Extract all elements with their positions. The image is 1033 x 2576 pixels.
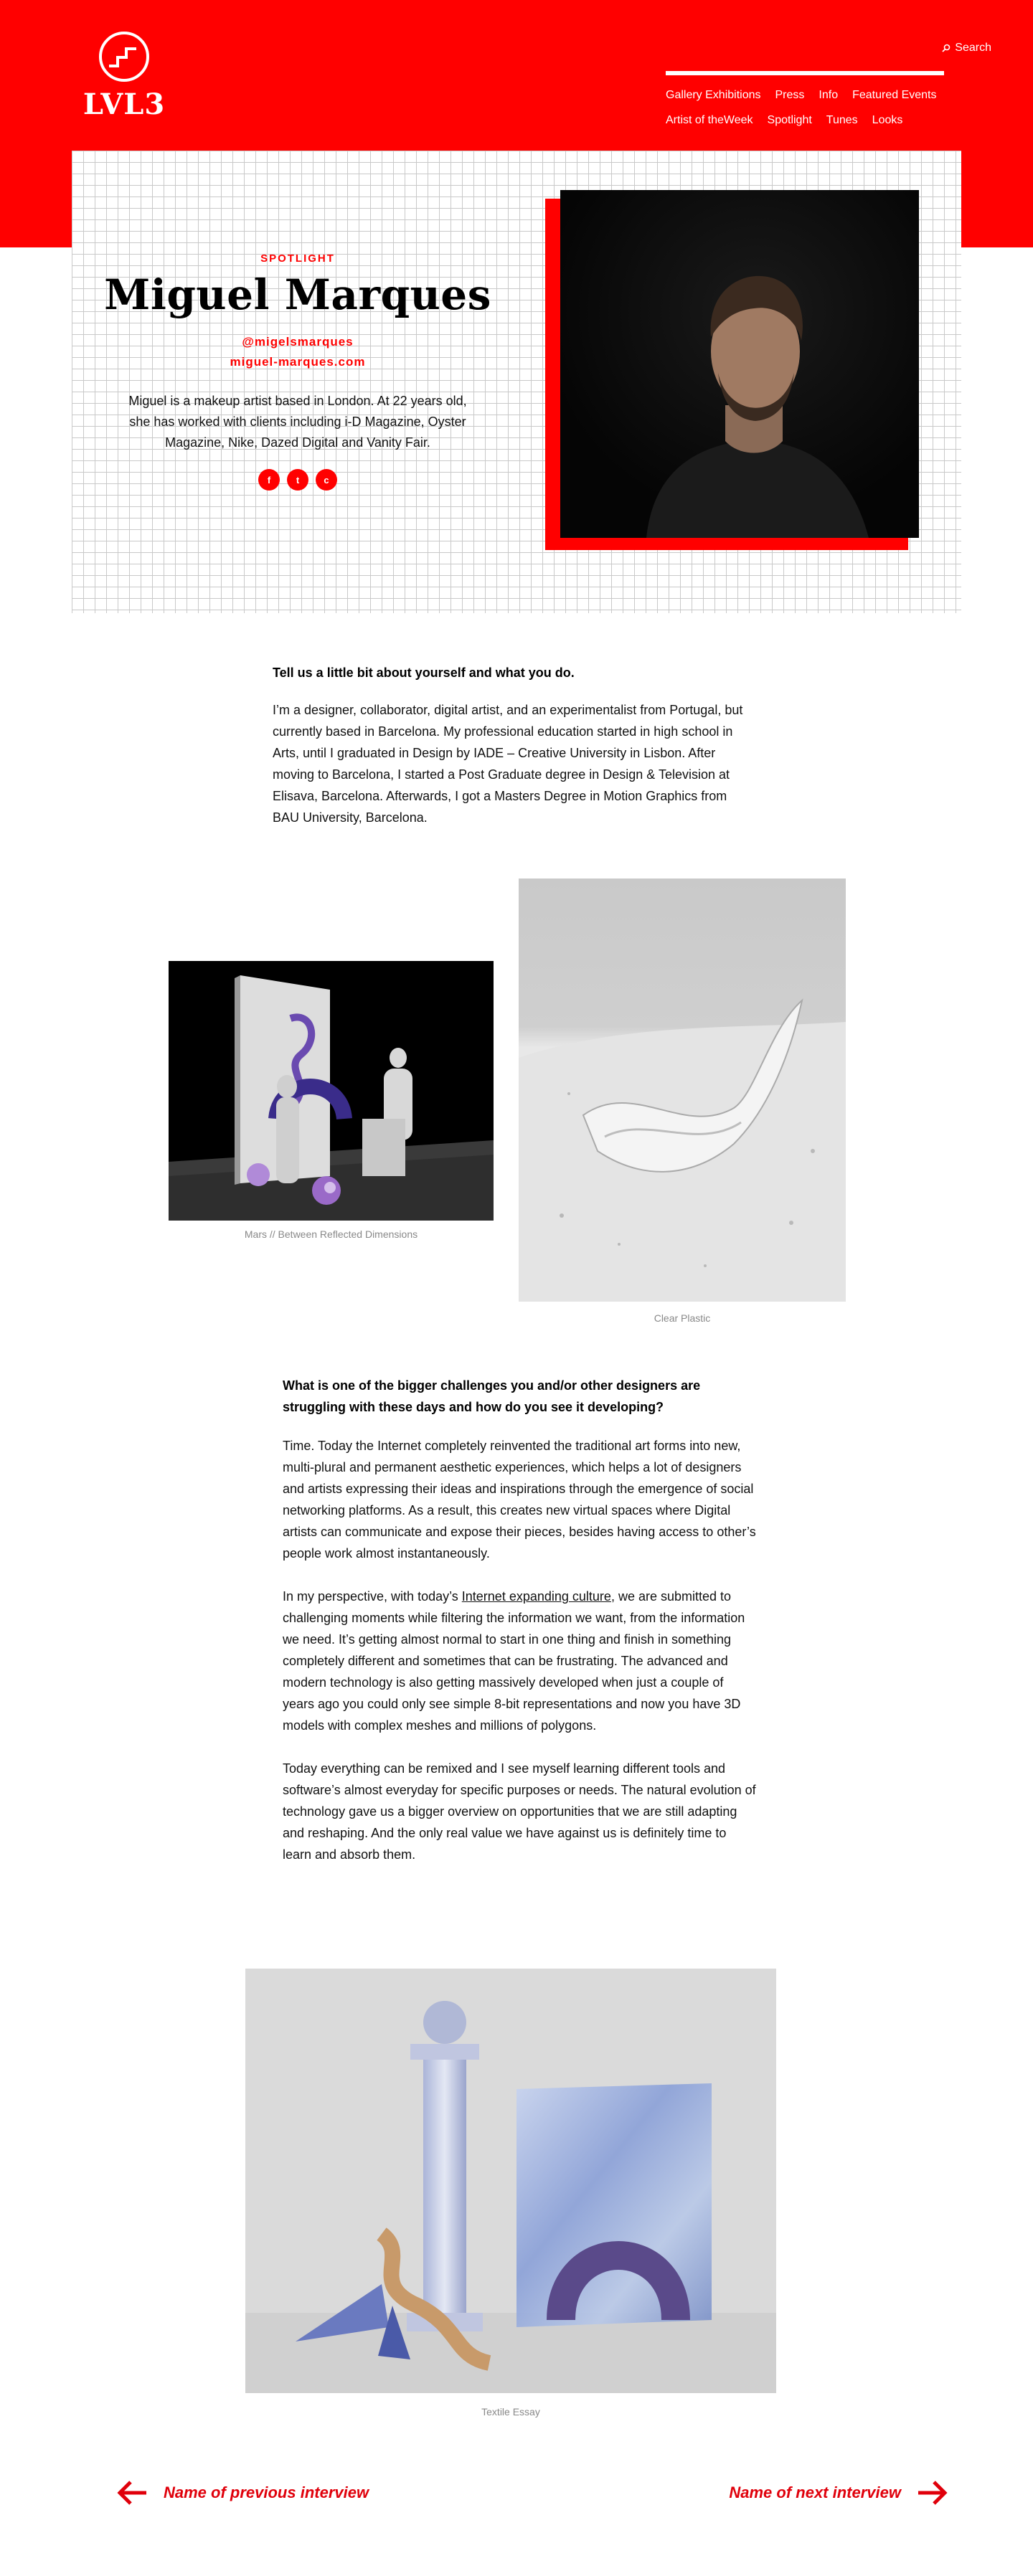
- nav-info[interactable]: Info: [819, 89, 839, 101]
- social-links: [93, 469, 502, 491]
- answer-2-p2-end: , we are submitted to challenging moments while filtering the information we want, from the information we need. It’s getting almost normal to start in one thing and finish in something completely different and sometimes that can be frustrating. The advanced and modern technology is also getting massively developed when just a couple of years ago you could only see simple 8-bit representations and now you have 3D models with complex meshes and millions of polygons.: [283, 1589, 745, 1733]
- nav-spotlight[interactable]: Spotlight: [767, 114, 812, 126]
- interview-question-1: [273, 662, 746, 828]
- answer-2-p2-start: In my perspective, with today’s: [283, 1589, 462, 1604]
- clear-plastic-image: [519, 879, 846, 1302]
- next-interview-link[interactable]: [729, 2480, 948, 2506]
- nav-press[interactable]: Press: [775, 89, 805, 101]
- nav-tunes[interactable]: Tunes: [826, 114, 858, 126]
- textile-essay-image: [245, 1969, 776, 2393]
- answer-1: I’m a designer, collaborator, digital artist, and an experimentalist from Portugal, but currently based in Barcelona. My professional education started in high school in Arts, until I graduated in Design by IADE – Creative University in Lisbon. After moving to Barcelona, I started a Post Graduate degree in Design & Television at Elisava, Barcelona. Afterwards, I got a Masters Degree in Motion Graphics from BAU University, Barcelona.: [273, 703, 743, 825]
- previous-interview-link[interactable]: [116, 2480, 369, 2506]
- next-interview-label: Name of next interview: [729, 2483, 901, 2501]
- instagram-handle-link[interactable]: @migelsmarques: [242, 335, 354, 349]
- nav-looks[interactable]: Looks: [872, 114, 903, 126]
- question-1: Tell us a little bit about yourself and what you do.: [273, 666, 575, 680]
- link-icon[interactable]: c: [316, 469, 337, 491]
- answer-2-paragraph-3: Today everything can be remixed and I see myself learning different tools and software’s almost everyday for specific purposes or needs. The natural evolution of technology gave us a bigger overview on opportunities that we are still adapting and reshaping. And the only real value we have against us is definitely time to learn and absorb them.: [283, 1761, 756, 1862]
- answer-2-paragraph-2: [283, 1586, 756, 1736]
- search-input[interactable]: [666, 71, 944, 75]
- question-2: What is one of the bigger challenges you and/or other designers are struggling with these days and how do you see it developing?: [283, 1378, 701, 1414]
- site-logo[interactable]: [81, 32, 167, 121]
- artist-bio: Miguel is a makeup artist based in London. At 22 years old, she has worked with clients including i-D Magazine, Oyster Magazine, Nike, Dazed Digital and Vanity Fair.: [128, 394, 467, 450]
- nav-gallery-exhibitions[interactable]: Gallery Exhibitions: [666, 89, 761, 101]
- brand-name: LVL3: [82, 87, 166, 121]
- textile-essay-caption: Textile Essay: [481, 2406, 540, 2418]
- twitter-icon[interactable]: t: [287, 469, 308, 491]
- mars-artwork-image: [169, 961, 494, 1221]
- arrow-right-icon: [917, 2480, 948, 2506]
- clear-plastic-caption: Clear Plastic: [654, 1312, 711, 1324]
- hero-text: [93, 252, 502, 491]
- answer-2-paragraph-1: Time. Today the Internet completely reinvented the traditional art forms into new, multi-plural and permanent aesthetic experiences, which helps a lot of designers and artists expressing their ideas and inspirations through the emergence of social networking platforms. As a result, this creates new virtual spaces where Digital artists can communicate and expose their pieces, besides having access to other’s people work almost instantaneously.: [283, 1439, 756, 1561]
- nav-featured-events[interactable]: Featured Events: [852, 89, 937, 101]
- search-label: Search: [955, 42, 991, 54]
- page-title: Miguel Marques: [104, 270, 491, 319]
- arrow-left-icon: [116, 2480, 148, 2506]
- stairs-logo-icon: [99, 32, 149, 82]
- search-icon: [942, 44, 951, 52]
- main-nav-row-1: [666, 89, 937, 102]
- website-link[interactable]: miguel-marques.com: [230, 355, 366, 369]
- section-kicker: SPOTLIGHT: [260, 252, 335, 265]
- interview-question-2: [283, 1375, 756, 1887]
- mars-caption: Mars // Between Reflected Dimensions: [244, 1228, 418, 1240]
- artist-portrait: [560, 190, 919, 538]
- previous-interview-label: Name of previous interview: [164, 2483, 369, 2501]
- nav-artist-of-the-week[interactable]: Artist of theWeek: [666, 114, 753, 126]
- facebook-icon[interactable]: f: [258, 469, 280, 491]
- search-link[interactable]: [942, 42, 991, 55]
- main-nav-row-2: [666, 114, 902, 127]
- internet-culture-link[interactable]: Internet expanding culture: [461, 1589, 611, 1604]
